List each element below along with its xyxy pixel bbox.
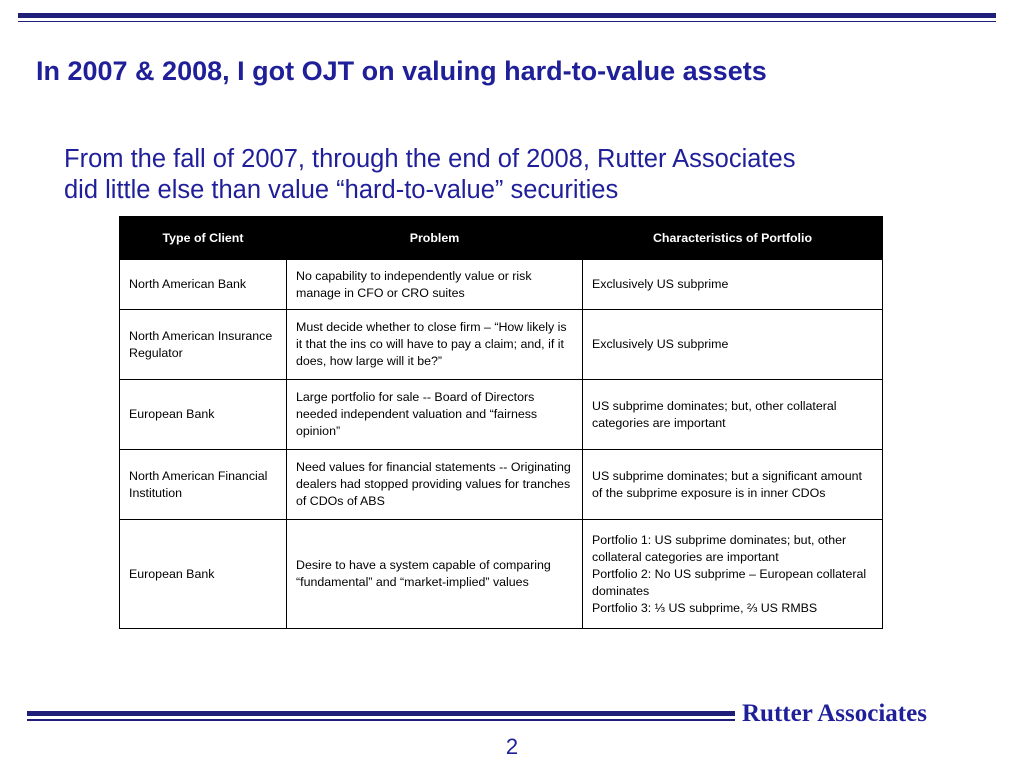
characteristics-line: Exclusively US subprime <box>592 337 729 351</box>
characteristics-line: Exclusively US subprime <box>592 277 729 291</box>
characteristics-line-portfolio-3: Portfolio 3: ⅓ US subprime, ⅔ US RMBS <box>592 600 818 615</box>
page-number: 2 <box>505 734 519 759</box>
bottom-rule-thick <box>27 711 735 716</box>
top-rule-thin <box>18 21 996 22</box>
header-problem: Problem <box>287 217 583 260</box>
characteristics-line: US subprime dominates; but, other collateral categories are important <box>592 398 837 430</box>
problem-cell: Need values for financial statements -- Originating dealers had stopped providing values for tranches of CDOs of ABS <box>287 450 583 520</box>
table-header-row <box>120 217 883 260</box>
slide-subtitle <box>64 144 994 206</box>
characteristics-cell <box>583 380 883 450</box>
characteristics-cell <box>583 520 883 629</box>
characteristics-cell <box>583 260 883 310</box>
client-cell: North American Bank <box>120 260 287 310</box>
characteristics-line: US subprime dominates; but a significant amount of the subprime exposure is in inner CDOs <box>592 468 862 500</box>
table-row <box>120 520 883 629</box>
problem-cell: Must decide whether to close firm – “How likely is it that the ins co will have to pay a claim; and, if it does, how large will it be?” <box>287 310 583 380</box>
problem-cell: Desire to have a system capable of comparing “fundamental” and “market-implied” values <box>287 520 583 629</box>
header-type-of-client: Type of Client <box>120 217 287 260</box>
bottom-rule-thin <box>27 719 735 721</box>
table-row <box>120 450 883 520</box>
problem-cell: Large portfolio for sale -- Board of Directors needed independent valuation and “fairness opinion” <box>287 380 583 450</box>
subtitle-line-1: From the fall of 2007, through the end of 2008, Rutter Associates <box>64 145 796 173</box>
header-characteristics: Characteristics of Portfolio <box>583 217 883 260</box>
client-cell: European Bank <box>120 380 287 450</box>
subtitle-line-2: did little else than value “hard-to-value” securities <box>64 176 619 204</box>
client-portfolio-table <box>119 216 883 629</box>
characteristics-cell <box>583 450 883 520</box>
characteristics-cell <box>583 310 883 380</box>
table-row <box>120 260 883 310</box>
characteristics-line-portfolio-1: Portfolio 1: US subprime dominates; but, other collateral categories are important <box>592 532 847 564</box>
table-row <box>120 310 883 380</box>
slide-title: In 2007 & 2008, I got OJT on valuing hard-to-value assets <box>36 56 767 86</box>
characteristics-line-portfolio-2: Portfolio 2: No US subprime – European collateral dominates <box>592 566 867 598</box>
problem-cell: No capability to independently value or risk manage in CFO or CRO suites <box>287 260 583 310</box>
table-row <box>120 380 883 450</box>
client-cell: North American Insurance Regulator <box>120 310 287 380</box>
client-cell: European Bank <box>120 520 287 629</box>
top-rule-thick <box>18 13 996 18</box>
client-cell: North American Financial Institution <box>120 450 287 520</box>
company-logo-text: Rutter Associates <box>742 700 927 727</box>
